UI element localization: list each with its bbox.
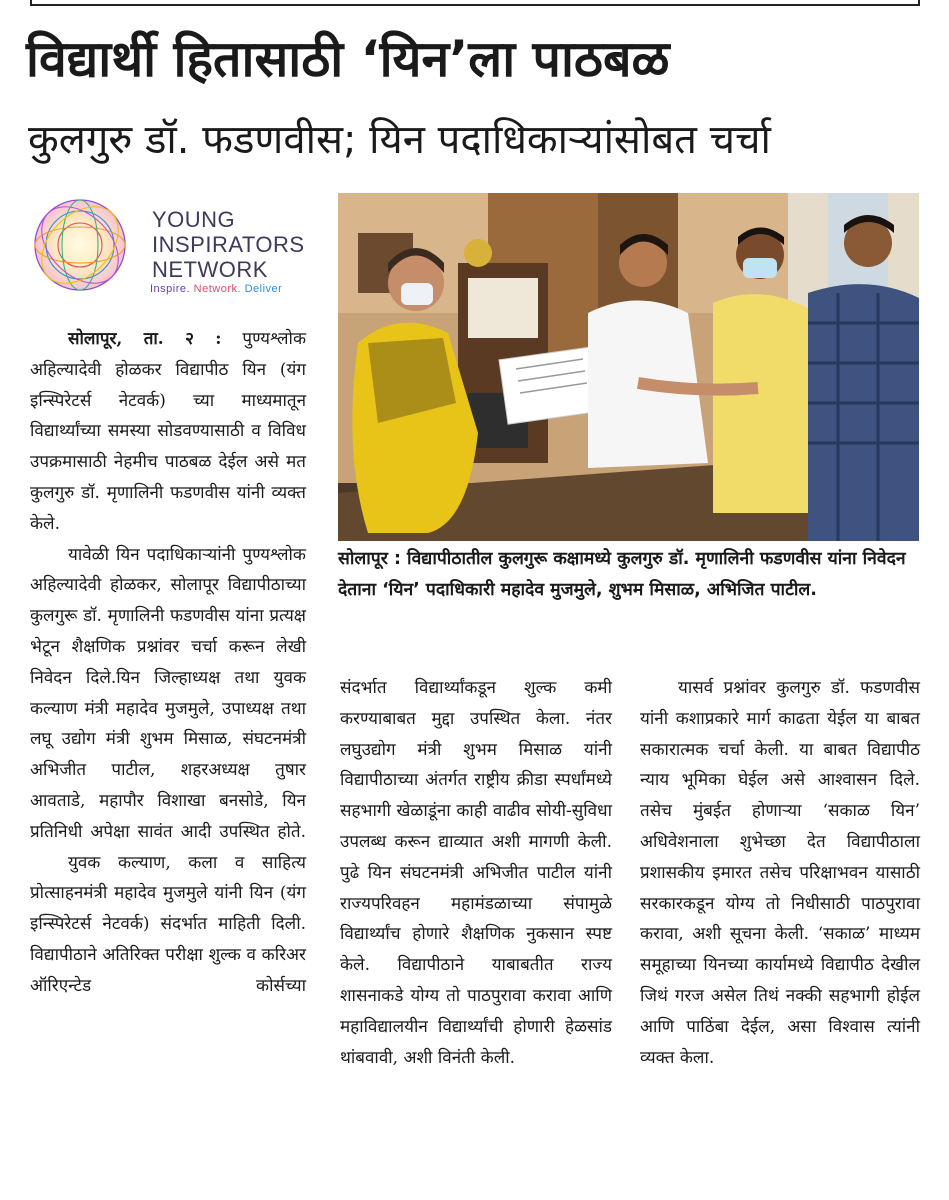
logo-line-network: NETWORK bbox=[152, 257, 268, 282]
article-column-1 bbox=[30, 324, 306, 1002]
logo-tagline bbox=[150, 283, 282, 295]
headline: विद्यार्थी हितासाठी ‘यिन’ला पाठबळ bbox=[26, 30, 670, 88]
news-photo bbox=[338, 193, 919, 541]
tagline-inspire: Inspire. bbox=[150, 283, 191, 295]
article-column-3 bbox=[640, 673, 920, 1073]
paragraph-text: पुण्यश्लोक अहिल्यादेवी होळकर विद्यापीठ यिन (यंग इन्स्पिरेटर्स नेटवर्क) च्या माध्यमातून विद्यार्थ्यांच्या समस्या सोडवण्यासाठी व विविध उपक्रमासाठी नेहमीच पाठबळ देईल असे मत कुलगुरु डॉ. मृणालिनी फडणवीस यांनी व्यक्त केले. bbox=[30, 329, 307, 534]
article-paragraph: संदर्भात विद्यार्थ्यांकडून शुल्क कमी करण्याबाबत मुद्दा उपस्थित केला. नंतर लघुउद्योग मंत्री शुभम मिसाळ यांनी विद्यापीठाच्या अंतर्गत राष्ट्रीय क्रीडा स्पर्धांमध्ये सहभागी खेळाडूंना काही वाढीव सोयी-सुविधा उपलब्ध करून द्याव्यात अशी मागणी केली. पुढे यिन संघटनमंत्री अभिजीत पाटील यांनी राज्यपरिवहन महामंडळाच्या संपामुळे विद्यार्थ्यांच होणारे शैक्षणिक नुकसान स्पष्ट केले. विद्यापीठाने याबाबतीत राज्य शासनाकडे योग्य तो पाठपुरावा करावा आणि महाविद्यालयीन विद्यार्थ्यांची होणारी हेळसांड थांबवावी, अशी विनंती केली. bbox=[340, 678, 612, 1068]
article-paragraph: यासर्व प्रश्नांवर कुलगुरु डॉ. फडणवीस यांनी कशाप्रकारे मार्ग काढता येईल या बाबत सकारात्मक चर्चा केली. या बाबत विद्यापीठ न्याय भूमिका घेईल असे आश्वासन दिले. तसेच मुंबईत होणाऱ्या ‘सकाळ यिन’ अधिवेशनाला शुभेच्छा देत विद्यापीठाला प्रशासकीय इमारत तसेच परिक्षाभवन यासाठी सरकारकडून योग्य तो निधीसाठी पाठपुरावा करावा, अशी सूचना केली. ‘सकाळ’ माध्यम समूहाच्या यिनच्या कार्यामध्ये विद्यापीठ देखील जिथं गरज असेल तिथं नक्की सहभागी होईल आणि पाठिंबा देईल, असा विश्वास त्यांनी व्यक्त केला. bbox=[640, 678, 920, 1068]
yin-logo bbox=[30, 195, 320, 305]
article-paragraph bbox=[30, 324, 306, 540]
tagline-network: Network. bbox=[193, 283, 242, 295]
dateline: सोलापूर, ता. २ : bbox=[68, 329, 222, 349]
tagline-deliver: Deliver bbox=[244, 283, 283, 295]
logo-wordmark bbox=[152, 207, 305, 282]
logo-line-inspirators: INSPIRATORS bbox=[152, 232, 305, 257]
article-paragraph: यावेळी यिन पदाधिकाऱ्यांनी पुण्यश्लोक अहिल्यादेवी होळकर, सोलापूर विद्यापीठाच्या कुलगुरू डॉ. मृणालिनी फडणवीस यांना प्रत्यक्ष भेटून शैक्षणिक प्रश्नांवर चर्चा करून लेखी निवेदन दिले.यिन जिल्हाध्यक्ष तथा युवक कल्याण मंत्री महादेव मुजमुले, उपाध्यक्ष तथा लघू उद्योग मंत्री शुभम मिसाळ, संघटनमंत्री अभिजीत पाटील, शहरअध्यक्ष तुषार आवताडे, महापौर विशाखा बनसोडे, यिन प्रतिनिधी अपेक्षा सावंत आदी उपस्थित होते. bbox=[30, 544, 306, 842]
photo-illustration bbox=[338, 193, 919, 541]
network-globe-icon bbox=[30, 195, 130, 295]
article-paragraph: युवक कल्याण, कला व साहित्य प्रोत्साहनमंत्री महादेव मुजमुले यांनी यिन (यंग इन्स्पिरेटर्स नेटवर्क) संदर्भात माहिती दिली. विद्यापीठाने अतिरिक्त परीक्षा शुल्क व करिअर ऑरिएन्टेड कोर्सच्या bbox=[30, 852, 306, 996]
top-border bbox=[30, 0, 920, 6]
subheadline: कुलगुरु डॉ. फडणवीस; यिन पदाधिकाऱ्यांसोबत चर्चा bbox=[28, 117, 771, 163]
photo-caption: सोलापूर : विद्यापीठातील कुलगुरू कक्षामध्ये कुलगुरु डॉ. मृणालिनी फडणवीस यांना निवेदन देताना ‘यिन’ पदाधिकारी महादेव मुजमुले, शुभम मिसाळ, अभिजित पाटील. bbox=[338, 549, 906, 600]
logo-line-young: YOUNG bbox=[152, 207, 236, 232]
article-column-2 bbox=[340, 673, 612, 1073]
